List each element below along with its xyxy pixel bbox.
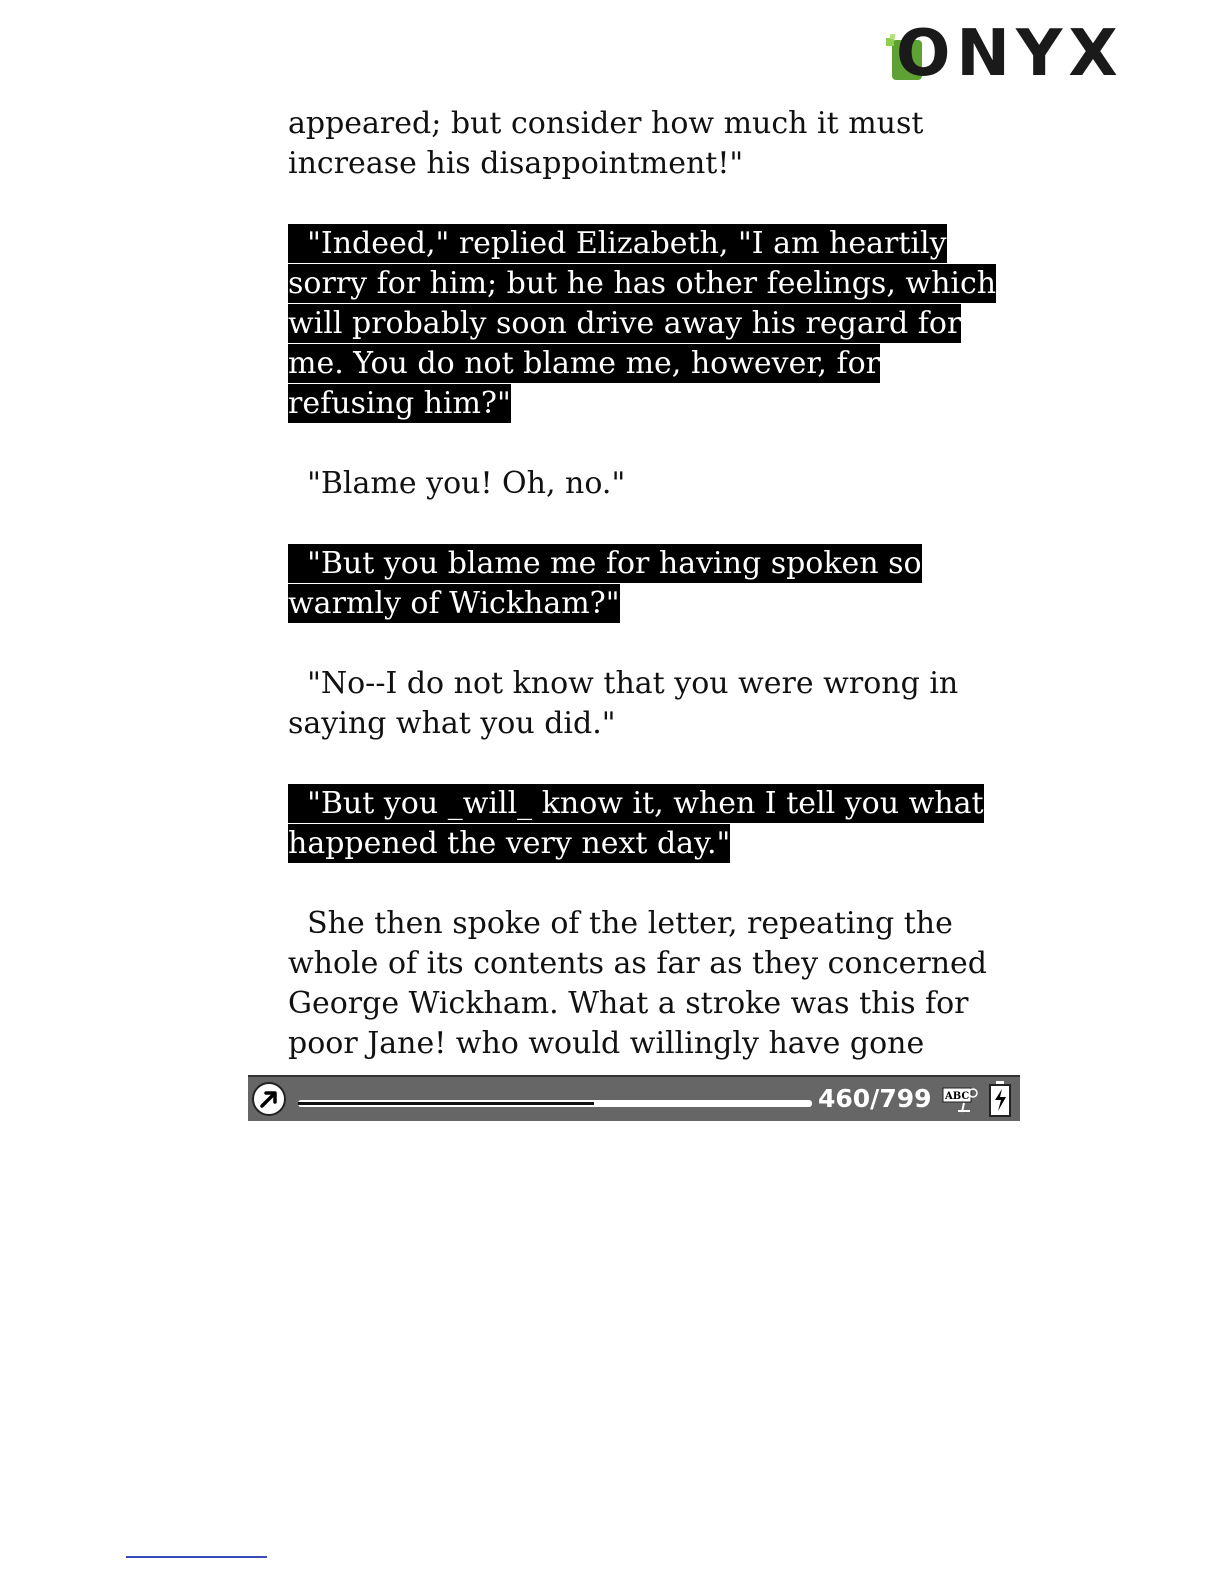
paragraph[interactable] [288,904,988,1064]
paragraph[interactable] [288,664,978,744]
paragraph[interactable] [288,104,978,184]
text-line [288,584,978,624]
text-line-content: me. You do not blame me, however, for [288,346,881,381]
text-line-content: happened the very next day." [288,826,731,861]
text-line [288,704,978,744]
text-line-content: poor Jane! who would willingly have gone [288,1026,925,1061]
highlighted-paragraph[interactable] [288,224,997,424]
reader-page-text [288,104,997,1104]
text-line-content: George Wickham. What a stroke was this for [288,986,969,1021]
highlighted-paragraph[interactable] [288,784,984,864]
text-line [288,344,978,384]
text-line-content: whole of its contents as far as they concerned [288,946,988,981]
text-line [288,224,978,264]
page-progress-bar[interactable] [298,1100,812,1107]
text-line-content: refusing him?" [288,386,511,421]
text-line [288,784,984,824]
text-line [288,944,988,984]
text-line [288,664,978,704]
dictionary-icon-text: ABC [945,1091,970,1102]
text-line-content: saying what you did." [288,706,616,741]
text-line [288,984,978,1024]
highlighted-paragraph[interactable] [288,544,978,624]
paragraph[interactable] [288,464,978,504]
battery-icon [988,1080,1012,1122]
text-line-content: "But you blame me for having spoken so [288,546,922,581]
text-line-content: "No--I do not know that you were wrong in [288,666,959,701]
back-button[interactable] [252,1082,286,1116]
text-line-content: warmly of Wickham?" [288,586,620,621]
text-line [288,904,978,944]
text-line [288,544,978,584]
logo-text: ONYX [896,17,1124,91]
text-line-content: increase his disappointment!" [288,146,744,181]
text-line-content: sorry for him; but he has other feelings, which [288,266,997,301]
text-line [288,304,978,344]
onyx-logo [884,17,1164,91]
text-line [288,824,978,864]
text-line [288,144,978,184]
text-line [288,264,997,304]
text-line-content: "But you _will_ know it, when I tell you what [288,786,984,821]
text-line [288,1024,978,1064]
text-line-content: "Blame you! Oh, no." [288,466,626,501]
page-progress-fill [298,1102,594,1105]
page-counter: 460/799 [818,1084,932,1113]
arrow-up-right-icon [258,1088,280,1110]
text-line-content: She then spoke of the letter, repeating the [288,906,953,941]
text-line-content: "Indeed," replied Elizabeth, "I am heartily [288,226,947,261]
footer-link-underline [126,1556,267,1558]
text-line [288,384,978,424]
text-line [288,104,978,144]
text-line-content: appeared; but consider how much it must [288,106,924,141]
text-line [288,464,978,504]
text-line-content: will probably soon drive away his regard for [288,306,962,341]
reader-status-bar [248,1075,1020,1121]
dictionary-icon[interactable] [942,1085,980,1119]
